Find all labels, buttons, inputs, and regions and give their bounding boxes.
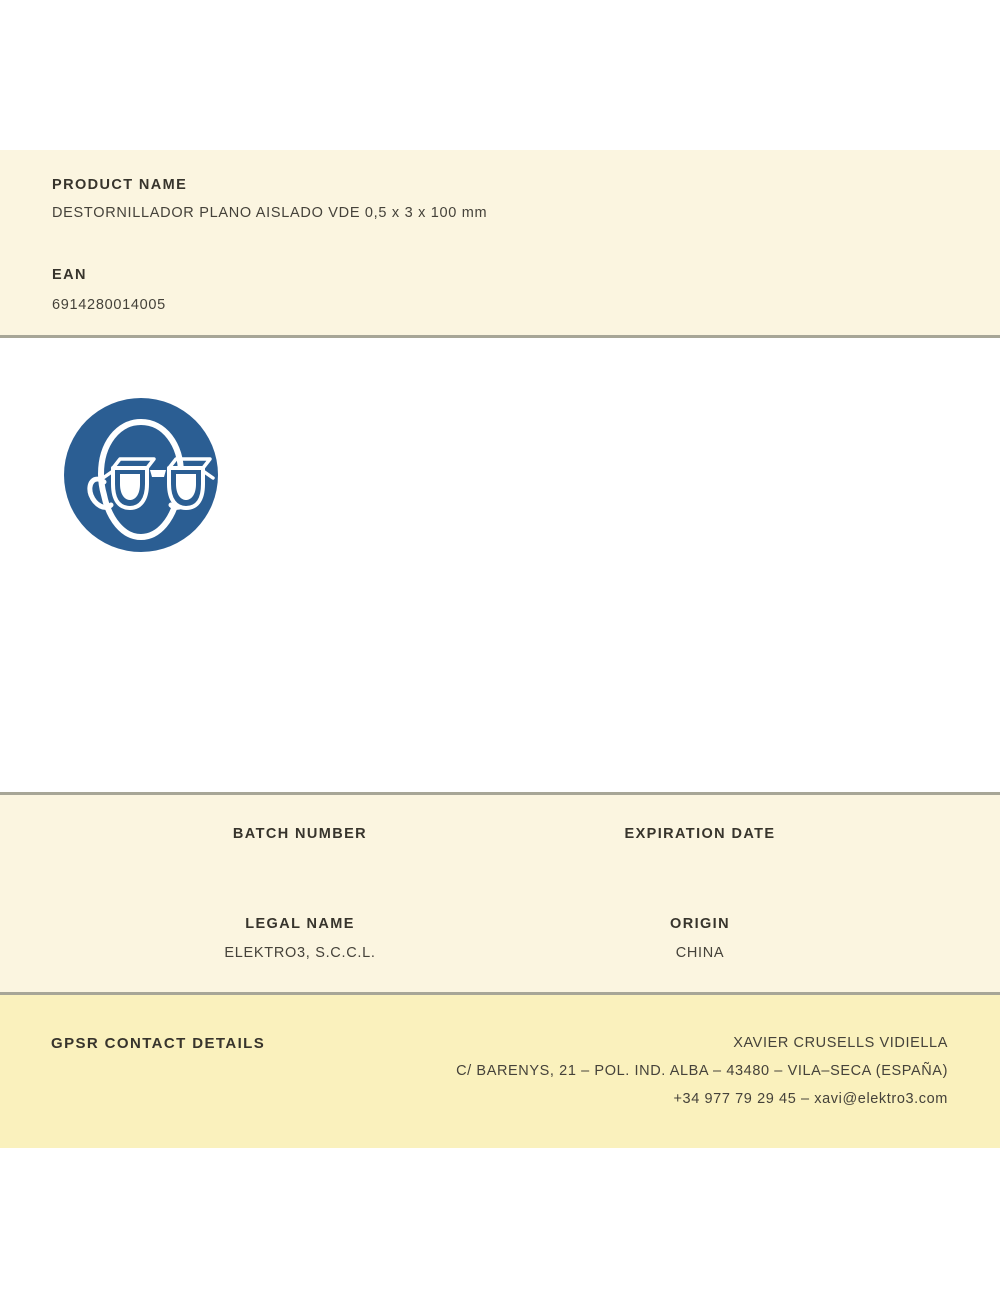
expiration-date-label: EXPIRATION DATE [624,826,776,842]
product-name-label: PRODUCT NAME [52,177,188,193]
legal-name-label: LEGAL NAME [245,916,355,932]
origin-value: CHINA [675,945,725,961]
ean-label: EAN [52,267,87,283]
gpsr-contact-phone-email: +34 977 79 29 45 – xavi@elektro3.com [673,1091,948,1107]
legal-name-value: ELEKTRO3, S.C.C.L. [224,945,376,961]
ean-value: 6914280014005 [52,297,166,313]
batch-number-label: BATCH NUMBER [232,826,368,842]
gpsr-contact-section [0,995,1000,1148]
batch-info-section [0,792,1000,995]
gpsr-contact-address: C/ BARENYS, 21 – POL. IND. ALBA – 43480 – VILA–SECA (ESPAÑA) [456,1063,948,1079]
gpsr-contact-name: XAVIER CRUSELLS VIDIELLA [733,1035,948,1051]
wear-eye-protection-icon [64,398,218,552]
gpsr-contact-block [456,1029,948,1113]
product-name-value: DESTORNILLADOR PLANO AISLADO VDE 0,5 x 3 x 100 mm [52,205,488,221]
origin-label: ORIGIN [670,916,730,932]
gpsr-contact-title: GPSR CONTACT DETAILS [51,1035,266,1052]
product-info-section [0,150,1000,338]
